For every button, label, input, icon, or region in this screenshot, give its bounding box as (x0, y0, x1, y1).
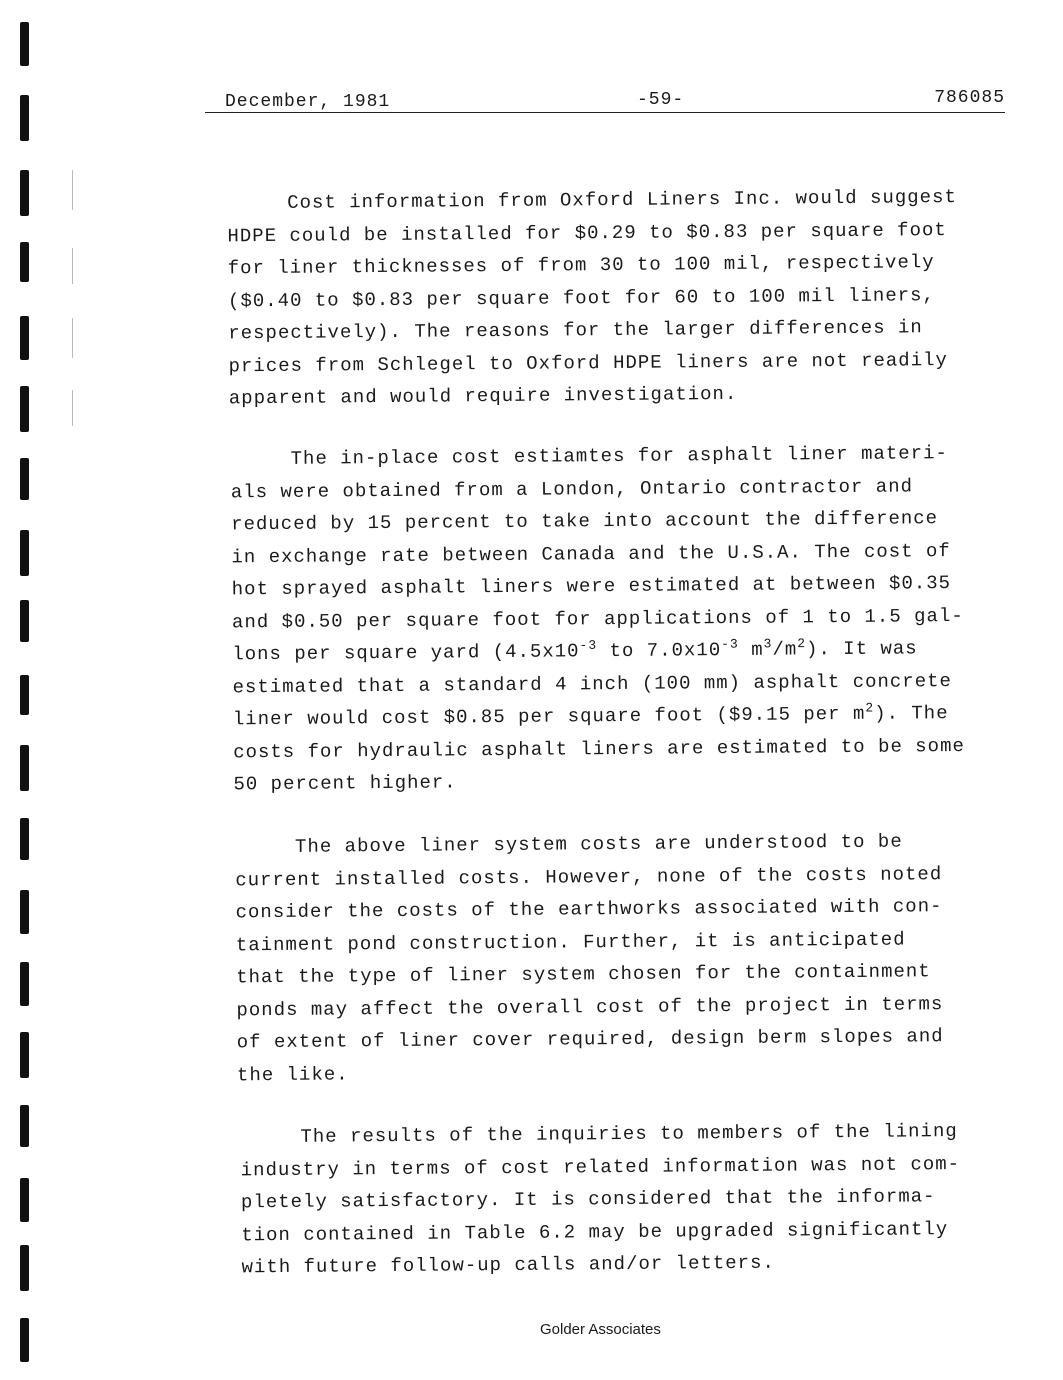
text-segment: ). The (874, 702, 949, 725)
text-line: tion contained in Table 6.2 may be upgraded significantly (241, 1217, 949, 1246)
binder-hole (20, 1105, 29, 1147)
text-segment: /m (772, 638, 798, 661)
page-number: -59- (637, 90, 685, 110)
binder-hole (20, 675, 29, 715)
binder-hole (20, 22, 29, 66)
binder-hole (20, 1178, 29, 1222)
text-line: hot sprayed asphalt liners were estimated at between $0.35 (231, 572, 952, 601)
text-line: apparent and would require investigation. (228, 382, 738, 410)
text-line: the like. (236, 1062, 349, 1086)
paragraph (227, 181, 997, 415)
superscript: 3 (763, 636, 773, 652)
binder-hole (20, 458, 29, 500)
text-line: als were obtained from a London, Ontario contractor and (230, 474, 914, 503)
text-line: Cost information from Oxford Liners Inc. would suggest (287, 185, 957, 214)
binder-hole (20, 818, 29, 860)
text-line: reduced by 15 percent to take into account the difference (231, 507, 939, 536)
superscript: 2 (797, 636, 807, 652)
binder-hole (20, 530, 29, 576)
binder-hole (20, 600, 29, 642)
binder-hole (20, 1032, 29, 1078)
header-date: December, 1981 (225, 92, 391, 112)
binder-mark (72, 318, 73, 358)
paragraph (230, 437, 1001, 801)
text-line: ($0.40 to $0.83 per square foot for 60 to 100 mil liners, (227, 283, 935, 312)
text-line: that the type of liner system chosen for the containment (236, 960, 931, 989)
text-line: for liner thicknesses of from 30 to 100 mil, respectively (227, 251, 935, 280)
text-line: The above liner system costs are understood to be (294, 830, 903, 858)
text-segment: m (738, 638, 764, 661)
text-segment: liner would cost $0.85 per square foot ($9.15 per m (232, 702, 866, 731)
binder-hole (20, 1245, 29, 1291)
text-line: industry in terms of cost related information was not com- (240, 1152, 961, 1181)
binder-hole (20, 170, 29, 216)
binder-hole (20, 95, 29, 141)
binder-hole (20, 745, 29, 791)
binder-hole (20, 316, 29, 360)
binder-hole (20, 1318, 29, 1362)
header-rule (205, 112, 1005, 113)
text-line: with future follow-up calls and/or letters. (241, 1251, 775, 1279)
text-line: and $0.50 per square foot for applications of 1 to 1.5 gal- (231, 604, 964, 633)
binder-mark (72, 170, 73, 210)
document-number: 786085 (934, 88, 1005, 108)
text-line: The in-place cost estiamtes for asphalt liner materi- (290, 442, 948, 470)
text-line: prices from Schlegel to Oxford HDPE liners are not readily (228, 348, 948, 377)
binder-hole (20, 890, 29, 934)
text-line: current installed costs. However, none of the costs noted (235, 862, 943, 891)
text-line: in exchange rate between Canada and the U.S.A. The cost of (231, 539, 951, 568)
text-segment: lons per square yard (4.5x10 (232, 640, 580, 666)
text-line: ponds may affect the overall cost of the project in terms (236, 992, 944, 1021)
text-segment: ). It was (805, 637, 918, 661)
superscript: -3 (579, 637, 598, 653)
binder-mark (72, 248, 73, 284)
paragraph (240, 1115, 1009, 1284)
text-line: costs for hydraulic asphalt liners are estimated to be some (233, 734, 965, 763)
text-segment: to 7.0x10 (597, 639, 722, 663)
text-line: The results of the inquiries to members of the lining (300, 1120, 958, 1148)
binder-mark (72, 390, 73, 426)
superscript: 2 (865, 700, 875, 716)
text-line: consider the costs of the earthworks associated with con- (235, 895, 943, 924)
binder-hole (20, 242, 29, 282)
text-line: 50 percent higher. (233, 771, 457, 796)
text-line: estimated that a standard 4 inch (100 mm) asphalt concrete (232, 669, 952, 698)
footer-company: Golder Associates (540, 1321, 661, 1338)
superscript: -3 (721, 636, 739, 652)
binder-hole (20, 386, 29, 432)
page-header (205, 88, 1005, 114)
binder-margin (0, 0, 60, 1380)
text-line: of extent of liner cover required, design berm slopes and (236, 1025, 944, 1054)
text-line: pletely satisfactory. It is considered that the informa- (240, 1185, 936, 1214)
text-line: tainment pond construction. Further, it is anticipated (235, 928, 906, 956)
text-line: HDPE could be installed for $0.29 to $0.83 per square foot (227, 218, 947, 247)
text-line: respectively). The reasons for the larger differences in (228, 316, 923, 345)
paragraph (235, 825, 1005, 1092)
binder-hole (20, 962, 29, 1006)
